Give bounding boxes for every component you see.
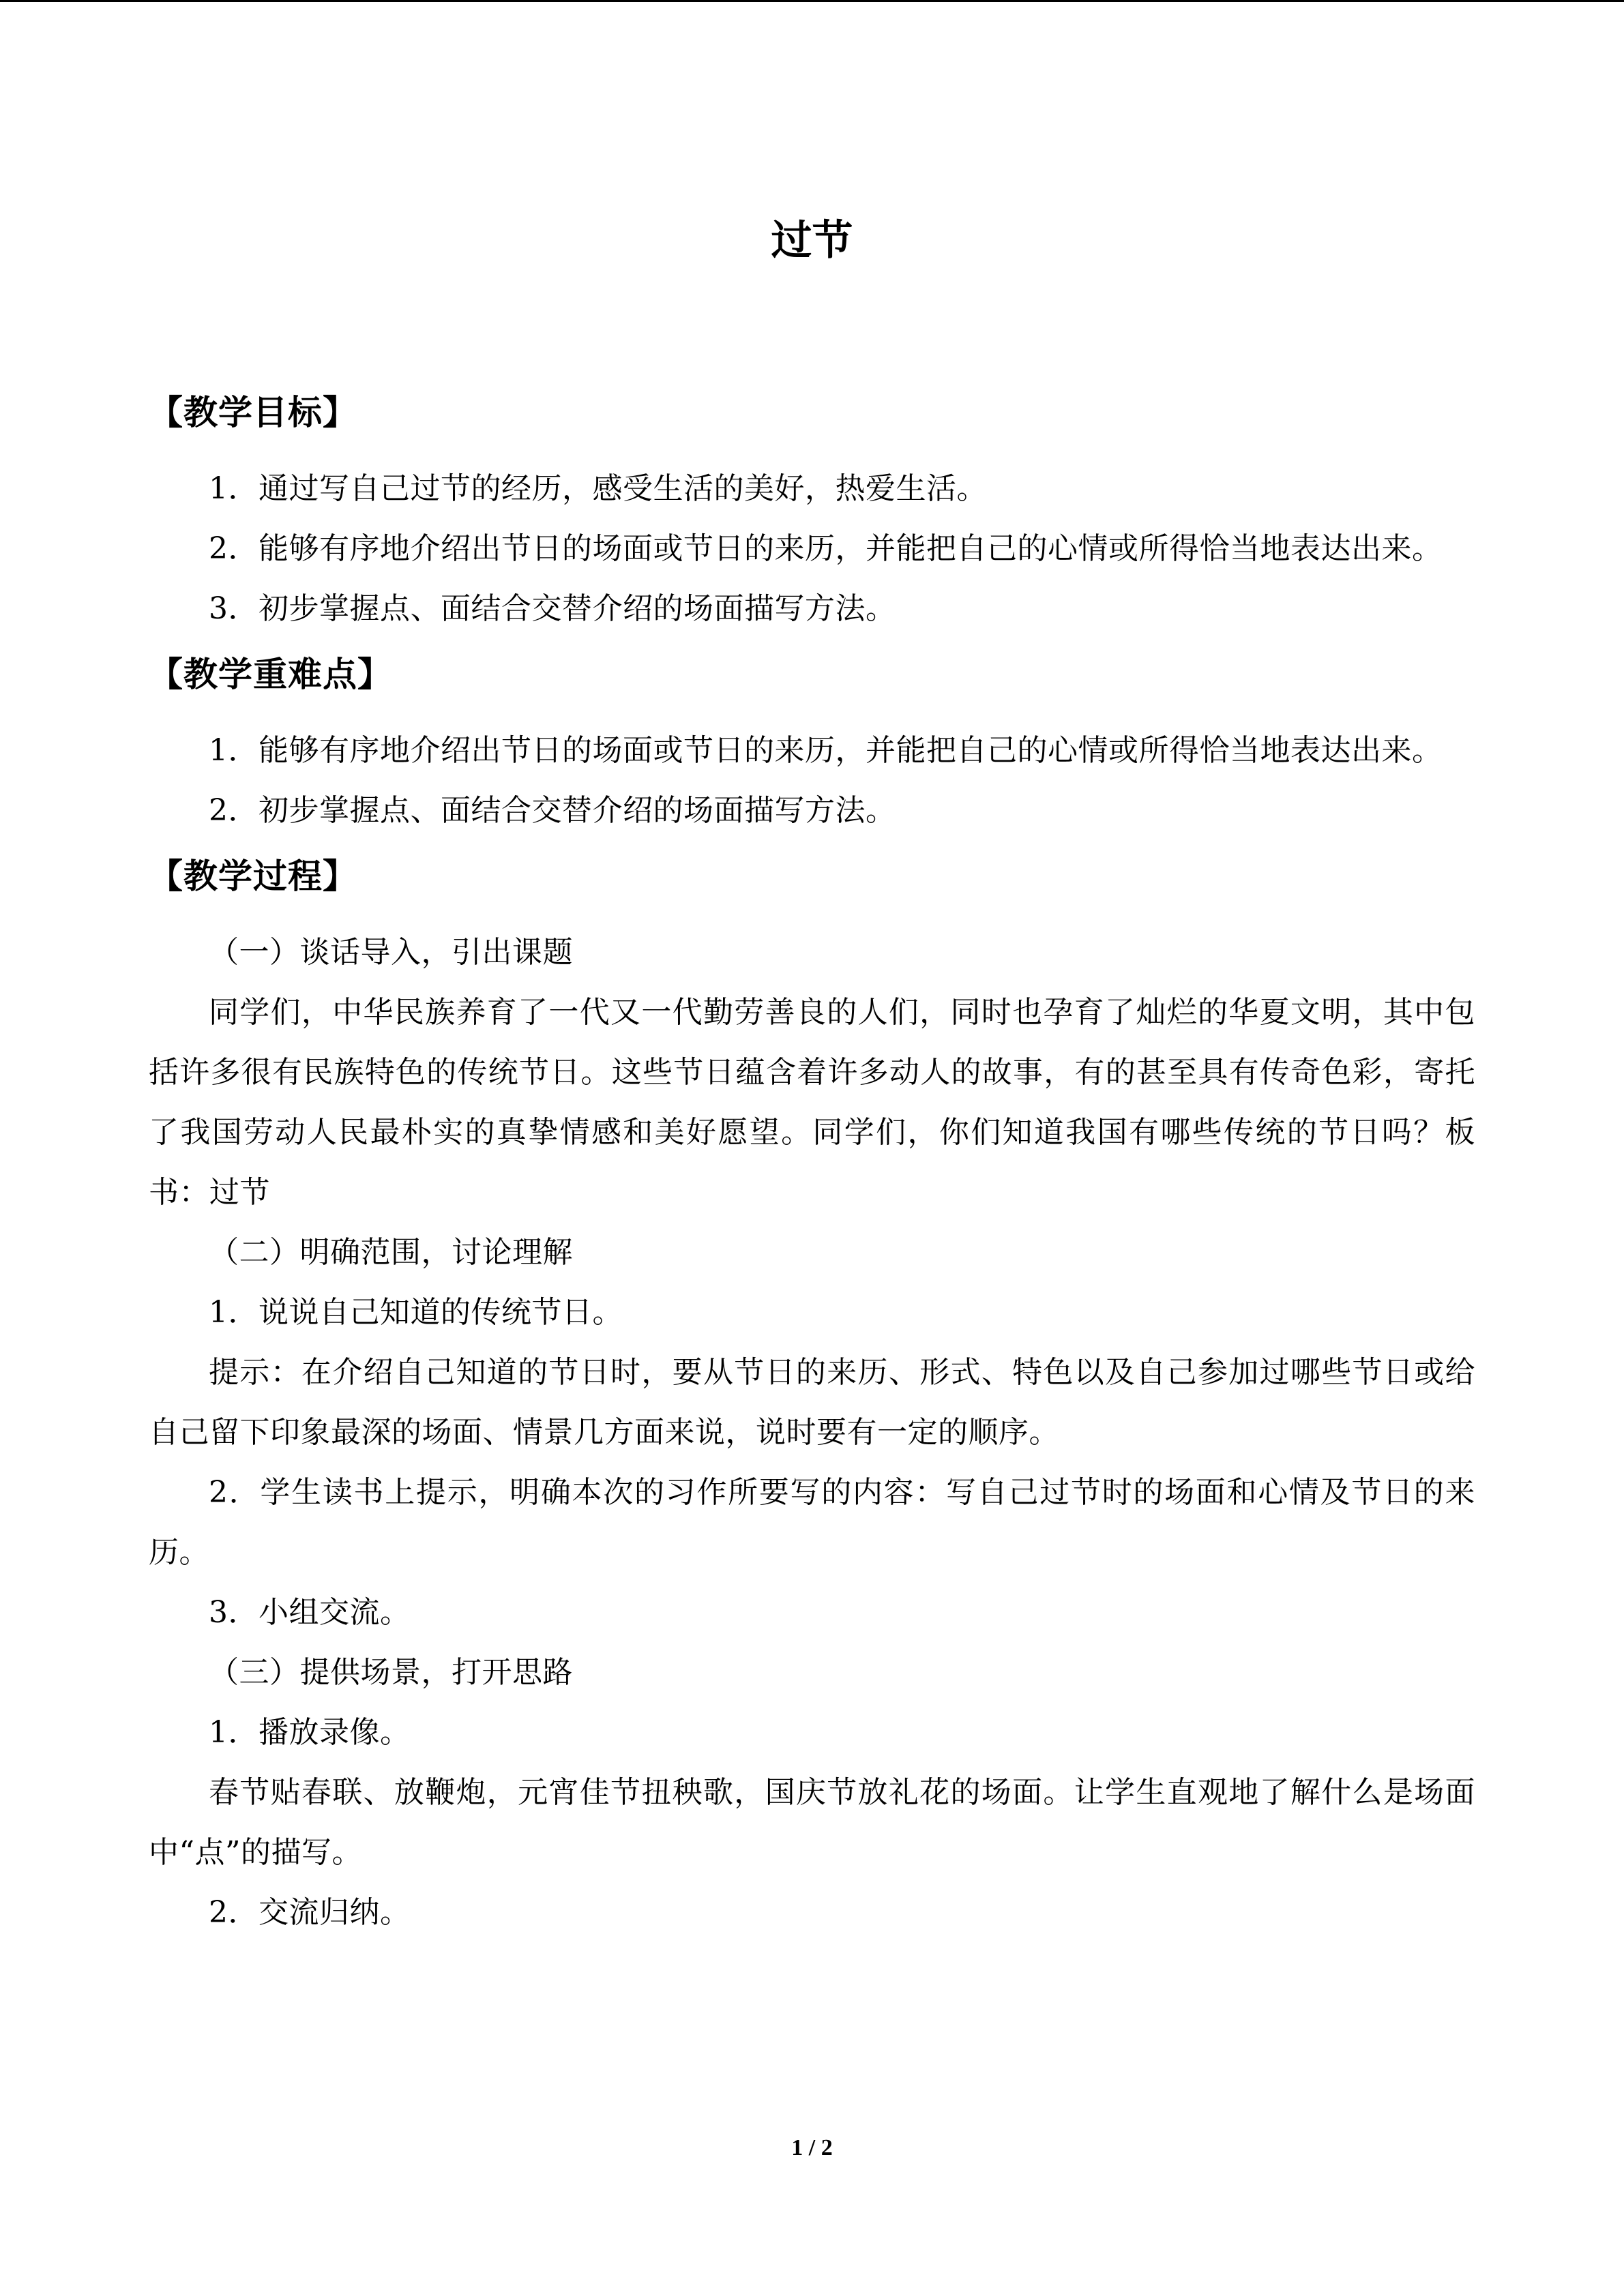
key-point-item: 2．初步掌握点、面结合交替介绍的场面描写方法。: [209, 793, 896, 828]
key-point-item: 1．能够有序地介绍出节日的场面或节日的来历，并能把自己的心情或所得恰当地表达出来。: [209, 733, 1443, 768]
process-step: 2．学生读书上提示，明确本次的习作所要写的内容：写自己过节时的场面和心情及节日的来历。: [149, 1475, 1475, 1570]
section-heading-objectives: 【教学目标】: [149, 393, 357, 432]
process-step: 1．说说自己知道的传统节日。: [209, 1295, 623, 1330]
objective-item: 3．初步掌握点、面结合交替介绍的场面描写方法。: [209, 591, 896, 626]
section-heading-process: 【教学过程】: [149, 856, 357, 896]
objective-item: 1．通过写自己过节的经历，感受生活的美好，热爱生活。: [209, 471, 987, 506]
section-heading-key-points: 【教学重难点】: [149, 655, 392, 694]
document-title: 过节: [771, 217, 853, 265]
objective-item: 2．能够有序地介绍出节日的场面或节日的来历，并能把自己的心情或所得恰当地表达出来。: [209, 531, 1443, 566]
process-step: 3．小组交流。: [209, 1595, 411, 1630]
process-subheading: （三）提供场景，打开思路: [209, 1655, 573, 1690]
process-paragraph: 同学们，中华民族养育了一代又一代勤劳善良的人们，同时也孕育了灿烂的华夏文明，其中包括许多很有民族特色的传统节日。这些节日蕴含着许多动人的故事，有的甚至具有传奇色彩，寄托了我国劳动人民最朴实的真挚情感和美好愿望。同学们，你们知道我国有哪些传统的节日吗？板书：过节: [149, 995, 1475, 1210]
page-number: 1 / 2: [791, 2135, 833, 2160]
process-paragraph: 提示：在介绍自己知道的节日时，要从节日的来历、形式、特色以及自己参加过哪些节日或给自己留下印象最深的场面、情景几方面来说，说时要有一定的顺序。: [149, 1355, 1475, 1450]
process-step: 2．交流归纳。: [209, 1895, 411, 1930]
document-body: [149, 207, 1475, 1943]
process-subheading: （一）谈话导入，引出课题: [209, 935, 573, 970]
process-paragraph: 春节贴春联、放鞭炮，元宵佳节扭秧歌，国庆节放礼花的场面。让学生直观地了解什么是场面中“点”的描写。: [149, 1775, 1475, 1870]
process-step: 1．播放录像。: [209, 1715, 411, 1750]
process-subheading: （二）明确范围，讨论理解: [209, 1235, 573, 1270]
